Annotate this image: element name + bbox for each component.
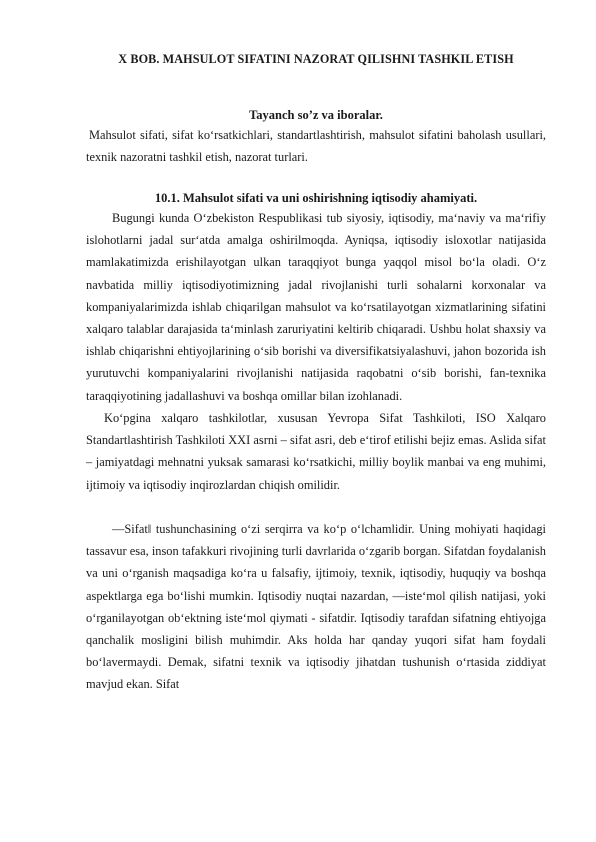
section-title: 10.1. Mahsulot sifati va uni oshirishning iqtisodiy ahamiyati.	[154, 191, 478, 205]
chapter-title: X BOB. MAHSULOT SIFATINI NAZORAT QILISHNI TASHKIL ETISH	[118, 52, 514, 66]
paragraph-1: Bugungi kunda O‘zbekiston Respublikasi tub siyosiy, iqtisodiy, ma‘naviy va ma‘rifiy islohotlarni jadal sur‘atda amalga oshirilmoqda. Ayniqsa, iqtisodiy isloxotlar natijasida mamlakatimizda erishilayotgan ulkan taraqqiyot bunga yaqqol misol bo‘la oladi. O‘z navbatida milliy iqtisodiyotimizning jadal rivojlanishi turli sohalarni korxonalar va kompaniyalarimizda ishlab chiqarilgan mahsulot va ko‘rsatilayotgan xizmatlarining sifatini xalqaro talablar darajasida ta‘minlash zaruriyatini keltirib chiqaradi. Ushbu holat shaxsiy va ishlab chiqarishni ehtiyojlarining o‘sib borishi va diversifikatsiyalashuvi, jahon bozorida ish yurutuvchi kompaniyalarini rivojlanishi natijasida raqobatni o‘sib borishi, fan-texnika taraqqiyotining jadallashuvi va boshqa omillar bilan izohlanadi.	[86, 211, 546, 403]
keywords-heading: Tayanch so’z va iboralar.	[249, 108, 383, 122]
paragraph-3: ―Sifat‖ tushunchasining o‘zi serqirra va ko‘p o‘lchamlidir. Uning mohiyati haqidagi tassavur esa, inson tafakkuri rivojining turli davrlarida o‘zgarib borgan. Sifatdan foydalanish va uni o‘rganish maqsadiga ko‘ra u falsafiy, ijtimoiy, texnik, iqtisodiy, huquqiy va boshqa aspektlarga ega bo‘lishi mumkin. Iqtisodiy nuqtai nazardan, ―iste‘mol qilish natijasi, yoki o‘rganilayotgan ob‘ektning iste‘mol qiymati - sifatdir. Iqtisodiy tarafdan sifatning ehtiyojga qanchalik mosligini bilish muhimdir. Aks holda har qanday yuqori sifat ham foydali bo‘lavermaydi. Demak, sifatni texnik va iqtisodiy jihatdan tushunish o‘rtasida ziddiyat mavjud ekan. Sifat	[86, 522, 546, 692]
paragraph-2: Ko‘pgina xalqaro tashkilotlar, xususan Yevropa Sifat Tashkiloti, ISO Xalqaro Standartlashtirish Tashkiloti XXI asrni – sifat asri, deb e‘tirof etilishi bejiz emas. Aslida sifat – jamiyatdagi mehnatni yuksak samarasi ko‘rsatkichi, milliy boylik manbai va eng muhimi, ijtimoiy va iqtisodiy inqirozlardan chiqish omilidir.	[86, 411, 546, 492]
keywords-text: Mahsulot sifati, sifat ko‘rsatkichlari, standartlashtirish, mahsulot sifatini baholash usullari, texnik nazoratni tashkil etish, nazorat turlari.	[86, 128, 546, 164]
